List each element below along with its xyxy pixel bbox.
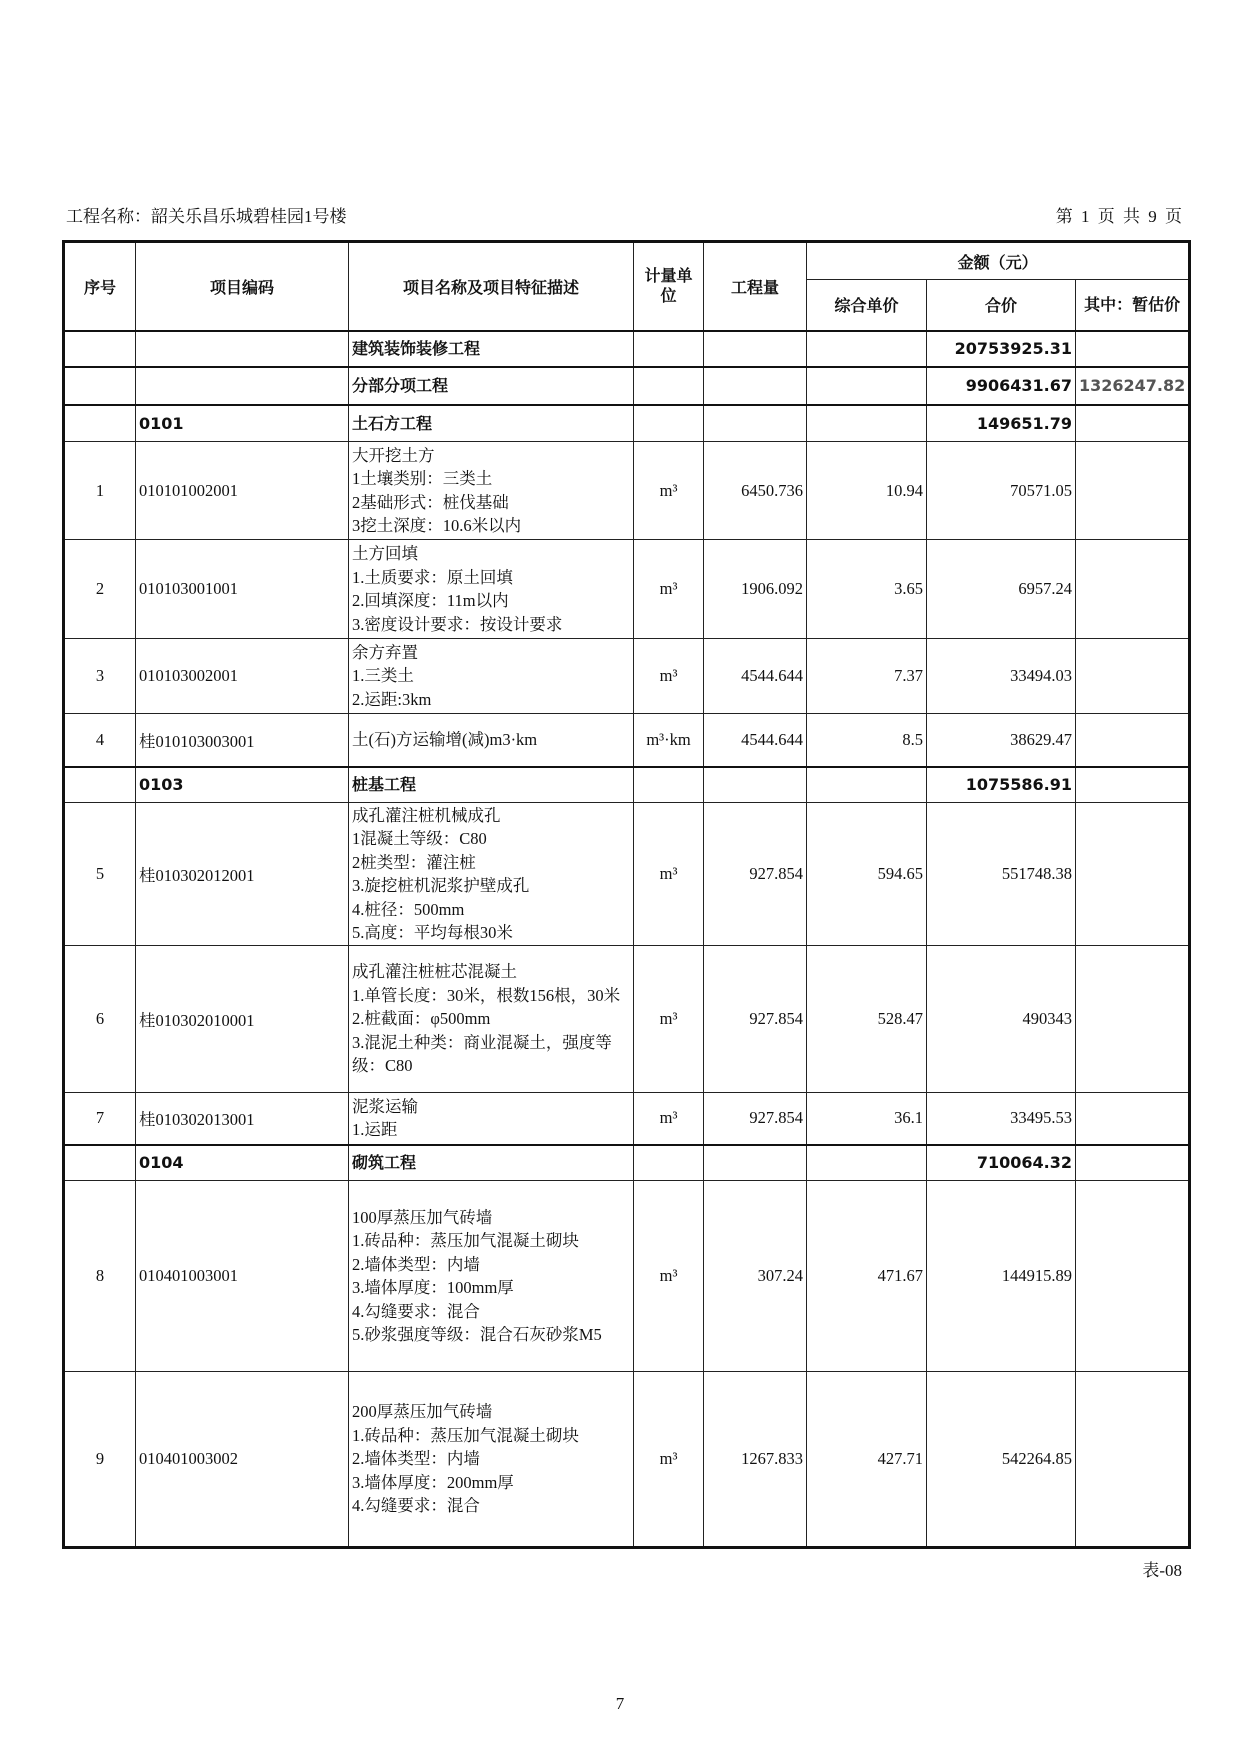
row-total: 9906431.67 — [927, 367, 1076, 405]
row-code: 桂010302012001 — [136, 803, 349, 946]
row-quantity: 927.854 — [704, 946, 807, 1093]
row-provisional-price — [1076, 405, 1190, 442]
row-unit: m³ — [634, 442, 704, 540]
row-provisional-price — [1076, 767, 1190, 803]
table-code: 表-08 — [1142, 1561, 1182, 1580]
header-amount-group: 金额（元） — [807, 242, 1190, 280]
row-quantity — [704, 1145, 807, 1181]
row-description: 200厚蒸压加气砖墙 1.砖品种：蒸压加气混凝土砌块 2.墙体类型：内墙 3.墙体厚度：200mm厚 4.勾缝要求：混合 — [349, 1372, 634, 1548]
row-description: 土(石)方运输增(减)m3·km — [349, 714, 634, 767]
row-unit: m³ — [634, 1181, 704, 1372]
table-row — [64, 442, 1190, 540]
row-code: 0103 — [136, 767, 349, 803]
row-total: 490343 — [927, 946, 1076, 1093]
row-quantity: 6450.736 — [704, 442, 807, 540]
row-seq: 5 — [64, 803, 136, 946]
row-quantity — [704, 405, 807, 442]
row-code: 010103002001 — [136, 639, 349, 714]
project-name: 工程名称：韶关乐昌乐城碧桂园1号楼 — [66, 207, 347, 226]
header-qty: 工程量 — [704, 242, 807, 331]
page-info: 第 1 页 共 9 页 — [1055, 207, 1182, 226]
row-seq: 3 — [64, 639, 136, 714]
table-row — [64, 1093, 1190, 1145]
header-unit-price: 综合单价 — [807, 280, 927, 331]
row-total: 33495.53 — [927, 1093, 1076, 1145]
row-quantity: 1906.092 — [704, 540, 807, 639]
row-unit — [634, 367, 704, 405]
table-row — [64, 540, 1190, 639]
row-provisional-price — [1076, 1145, 1190, 1181]
row-code: 桂010103003001 — [136, 714, 349, 767]
row-unit — [634, 1145, 704, 1181]
table-row — [64, 803, 1190, 946]
header-unit: 计量单位 — [634, 242, 704, 331]
row-seq: 9 — [64, 1372, 136, 1548]
row-seq: 2 — [64, 540, 136, 639]
row-unit — [634, 331, 704, 367]
table-row — [64, 1181, 1190, 1372]
row-description: 余方弃置 1.三类土 2.运距:3km — [349, 639, 634, 714]
row-quantity: 4544.644 — [704, 714, 807, 767]
row-description: 分部分项工程 — [349, 367, 634, 405]
row-quantity: 927.854 — [704, 803, 807, 946]
row-description: 成孔灌注桩机械成孔 1混凝土等级：C80 2桩类型：灌注桩 3.旋挖桩机泥浆护壁成孔 4.桩径：500mm 5.高度：平均每根30米 — [349, 803, 634, 946]
row-description: 土石方工程 — [349, 405, 634, 442]
table-row — [64, 639, 1190, 714]
row-seq: 4 — [64, 714, 136, 767]
row-code: 010103001001 — [136, 540, 349, 639]
row-code — [136, 367, 349, 405]
row-code: 010101002001 — [136, 442, 349, 540]
row-total: 33494.03 — [927, 639, 1076, 714]
row-unit-price — [807, 1145, 927, 1181]
row-provisional-price — [1076, 1181, 1190, 1372]
row-total: 551748.38 — [927, 803, 1076, 946]
row-quantity: 307.24 — [704, 1181, 807, 1372]
row-quantity: 1267.833 — [704, 1372, 807, 1548]
row-total: 6957.24 — [927, 540, 1076, 639]
row-seq: 6 — [64, 946, 136, 1093]
row-total: 38629.47 — [927, 714, 1076, 767]
row-unit: m³·km — [634, 714, 704, 767]
row-description: 大开挖土方 1土壤类别：三类土 2基础形式：桩伐基础 3挖土深度：10.6米以内 — [349, 442, 634, 540]
row-provisional-price — [1076, 1093, 1190, 1145]
section-row — [64, 331, 1190, 367]
row-unit-price: 594.65 — [807, 803, 927, 946]
section-row — [64, 405, 1190, 442]
row-description: 100厚蒸压加气砖墙 1.砖品种：蒸压加气混凝土砌块 2.墙体类型：内墙 3.墙体厚度：100mm厚 4.勾缝要求：混合 5.砂浆强度等级：混合石灰砂浆M5 — [349, 1181, 634, 1372]
row-code: 0101 — [136, 405, 349, 442]
row-total: 144915.89 — [927, 1181, 1076, 1372]
row-description: 成孔灌注桩桩芯混凝土 1.单管长度：30米，根数156根，30米 2.桩截面：φ500mm 3.混泥土种类：商业混凝土，强度等级：C80 — [349, 946, 634, 1093]
row-unit-price: 10.94 — [807, 442, 927, 540]
row-unit: m³ — [634, 1093, 704, 1145]
header-name: 项目名称及项目特征描述 — [349, 242, 634, 331]
row-seq — [64, 1145, 136, 1181]
row-code: 010401003002 — [136, 1372, 349, 1548]
row-total: 710064.32 — [927, 1145, 1076, 1181]
header-seq: 序号 — [64, 242, 136, 331]
row-unit: m³ — [634, 540, 704, 639]
row-unit-price — [807, 367, 927, 405]
row-provisional-price — [1076, 540, 1190, 639]
header-code: 项目编码 — [136, 242, 349, 331]
row-description: 泥浆运输 1.运距 — [349, 1093, 634, 1145]
table-row — [64, 946, 1190, 1093]
row-total: 1075586.91 — [927, 767, 1076, 803]
row-provisional-price — [1076, 946, 1190, 1093]
row-description: 桩基工程 — [349, 767, 634, 803]
row-seq: 8 — [64, 1181, 136, 1372]
row-unit-price: 528.47 — [807, 946, 927, 1093]
row-quantity: 4544.644 — [704, 639, 807, 714]
section-row — [64, 1145, 1190, 1181]
row-unit-price: 8.5 — [807, 714, 927, 767]
row-seq — [64, 367, 136, 405]
row-quantity — [704, 331, 807, 367]
row-description: 砌筑工程 — [349, 1145, 634, 1181]
row-seq: 7 — [64, 1093, 136, 1145]
section-row — [64, 367, 1190, 405]
row-unit-price: 7.37 — [807, 639, 927, 714]
row-seq — [64, 331, 136, 367]
row-code: 桂010302010001 — [136, 946, 349, 1093]
row-unit: m³ — [634, 1372, 704, 1548]
row-unit: m³ — [634, 803, 704, 946]
row-provisional-price — [1076, 442, 1190, 540]
row-provisional-price — [1076, 803, 1190, 946]
row-provisional-price: 1326247.82 — [1076, 367, 1190, 405]
row-quantity — [704, 767, 807, 803]
row-seq: 1 — [64, 442, 136, 540]
page-number: 7 — [615, 1694, 625, 1713]
row-unit-price — [807, 331, 927, 367]
row-total: 20753925.31 — [927, 331, 1076, 367]
row-provisional-price — [1076, 1372, 1190, 1548]
row-unit — [634, 767, 704, 803]
row-code: 010401003001 — [136, 1181, 349, 1372]
row-unit-price — [807, 767, 927, 803]
row-total: 70571.05 — [927, 442, 1076, 540]
row-code: 0104 — [136, 1145, 349, 1181]
row-code — [136, 331, 349, 367]
row-provisional-price — [1076, 639, 1190, 714]
row-provisional-price — [1076, 714, 1190, 767]
row-description: 建筑装饰装修工程 — [349, 331, 634, 367]
row-total: 149651.79 — [927, 405, 1076, 442]
row-unit: m³ — [634, 639, 704, 714]
header-total: 合价 — [927, 280, 1076, 331]
row-unit-price: 427.71 — [807, 1372, 927, 1548]
row-unit-price: 471.67 — [807, 1181, 927, 1372]
row-quantity — [704, 367, 807, 405]
header-provisional: 其中：暂估价 — [1076, 280, 1190, 331]
row-quantity: 927.854 — [704, 1093, 807, 1145]
row-unit-price — [807, 405, 927, 442]
row-unit: m³ — [634, 946, 704, 1093]
table-row — [64, 714, 1190, 767]
row-unit — [634, 405, 704, 442]
row-description: 土方回填 1.土质要求：原土回填 2.回填深度：11m以内 3.密度设计要求：按设计要求 — [349, 540, 634, 639]
bill-of-quantities-table — [62, 240, 1191, 1549]
row-code: 桂010302013001 — [136, 1093, 349, 1145]
row-unit-price: 36.1 — [807, 1093, 927, 1145]
row-seq — [64, 405, 136, 442]
table-row — [64, 1372, 1190, 1548]
section-row — [64, 767, 1190, 803]
row-provisional-price — [1076, 331, 1190, 367]
row-unit-price: 3.65 — [807, 540, 927, 639]
row-total: 542264.85 — [927, 1372, 1076, 1548]
row-seq — [64, 767, 136, 803]
